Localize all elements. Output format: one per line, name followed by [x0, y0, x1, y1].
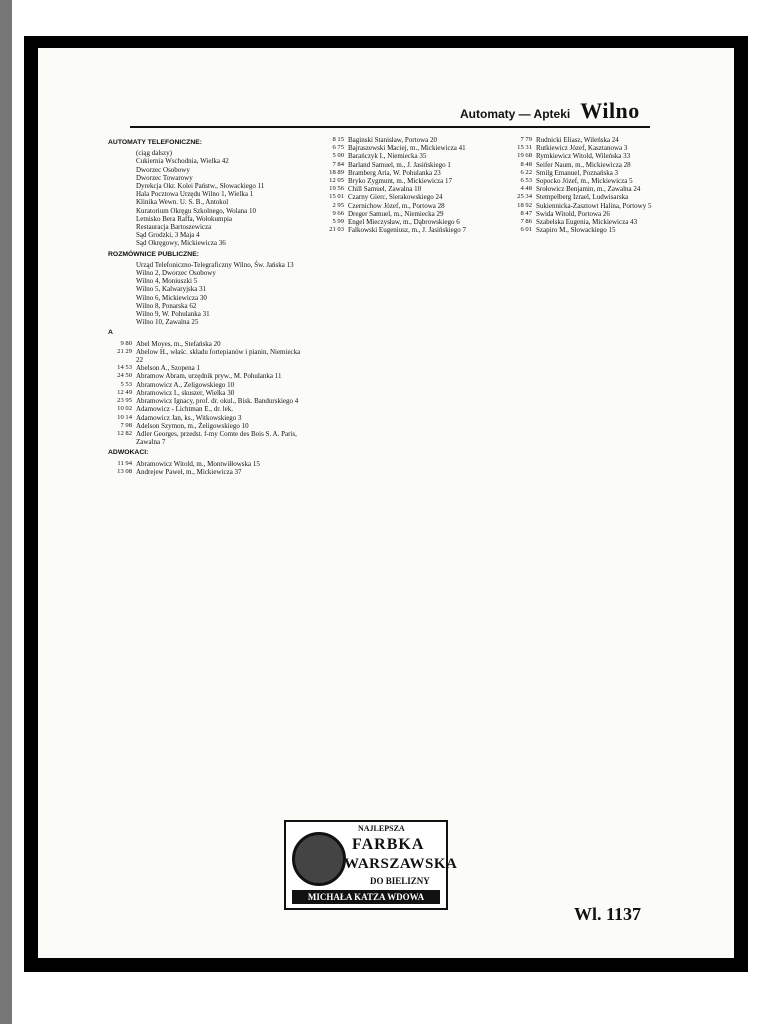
phone-number: 5 99	[332, 218, 344, 226]
phone-number	[108, 269, 132, 277]
entry-text: Wilno 8, Ponarska 62	[136, 301, 197, 310]
list-item	[108, 389, 308, 397]
entry-text: Wilno 2, Dworzec Osobowy	[136, 269, 216, 278]
entry-text: Wilno 5, Kalwaryjska 31	[136, 285, 207, 294]
phone-number: 12 82	[117, 429, 132, 437]
list-item	[108, 397, 308, 405]
list-item	[320, 152, 510, 160]
entry-text: Bramberg Aria, W. Pohulanka 23	[348, 168, 441, 177]
ad-line: FARBKA	[352, 836, 425, 853]
entry-text: Dreger Samuel, m., Niemiecka 29	[348, 209, 444, 218]
list-item	[108, 190, 308, 198]
list-item	[508, 144, 672, 152]
list-item	[108, 269, 308, 277]
phone-number	[108, 198, 132, 206]
entry-text: Srołowicz Benjamin, m., Zawalna 24	[536, 185, 641, 194]
list-item	[108, 239, 308, 247]
entry-text: Adelson Szymon, m., Żeligowskiego 10	[136, 421, 249, 430]
phone-number: 8 15	[332, 136, 344, 143]
scan-edge-strip	[0, 0, 12, 1024]
product-tin-icon	[292, 832, 346, 886]
header-section-title: Automaty — Apteki	[460, 107, 571, 121]
phone-number: 18 89	[329, 168, 344, 176]
phone-number: 8 47	[520, 209, 532, 217]
list-item	[320, 226, 510, 234]
phone-number: 9 66	[332, 209, 344, 217]
list-item	[508, 152, 672, 160]
entry-text: Szapiro M., Słowackiego 15	[536, 226, 616, 235]
list-item	[108, 231, 308, 239]
scan-border-bottom	[24, 958, 748, 972]
section-heading: A	[108, 329, 113, 337]
entry-text: Baginski Stanisław, Portowa 20	[348, 136, 437, 144]
list-item	[108, 310, 308, 318]
list-item	[320, 136, 510, 144]
list-item	[508, 218, 672, 226]
list-item	[108, 422, 308, 430]
directory-column-1	[108, 136, 308, 476]
header-rule	[130, 126, 650, 128]
phone-number: 9 80	[120, 339, 132, 347]
phone-number: 21 29	[117, 347, 132, 355]
phone-number: 24 50	[117, 372, 132, 380]
phone-number: 7 79	[520, 136, 532, 143]
ad-line: DO BIELIZNY	[370, 876, 430, 886]
list-item	[508, 193, 672, 201]
list-item	[320, 185, 510, 193]
scan-border-top	[24, 36, 748, 48]
phone-number: 15 31	[517, 144, 532, 152]
list-item	[108, 302, 308, 310]
entry-text: Barańczyk I., Niemiecka 35	[348, 152, 427, 161]
entry-text: Seifer Naum, m., Mickiewicza 28	[536, 160, 631, 169]
list-item	[320, 218, 510, 226]
section-heading: AUTOMATY TELEFONICZNE:	[108, 139, 203, 146]
phone-number: 2 95	[332, 201, 344, 209]
phone-number: 12 49	[117, 388, 132, 396]
section-heading: ADWOKACI:	[108, 449, 149, 457]
entry-text: Abramow Abram, urzędnik pryw., M. Pohulanka 11	[136, 372, 282, 381]
phone-number	[108, 149, 132, 157]
entry-text: Adamowicz Jan, ks., Witkowskiego 3	[136, 413, 242, 422]
phone-number: 18 92	[517, 201, 532, 209]
entry-list	[108, 149, 308, 247]
entry-text: Abramowicz I., skuszer, Wielka 30	[136, 388, 235, 397]
list-item	[508, 210, 672, 218]
entry-list	[108, 460, 308, 476]
phone-number	[108, 166, 132, 174]
list-item	[108, 414, 308, 422]
entry-text: Sukiennicka-Zasztowt Halina, Portowy 5	[536, 201, 652, 210]
list-item	[108, 468, 308, 476]
section-heading: ROZMÓWNICE PUBLICZNE:	[108, 250, 199, 258]
list-item	[108, 174, 308, 182]
list-item	[320, 144, 510, 152]
phone-number	[108, 215, 132, 223]
phone-number	[108, 302, 132, 310]
entry-text: Letnisko Bera Raffa, Wołokumpia	[136, 214, 232, 223]
entry-text: Dworzec Osobowy	[136, 165, 190, 174]
directory-column-2	[320, 136, 510, 234]
entry-text: Chill Samuel, Zawalna 10	[348, 185, 422, 194]
entry-text: Szabelska Eugenia, Mickiewicza 43	[536, 218, 638, 227]
list-item	[320, 177, 510, 185]
phone-number: 8 48	[520, 160, 532, 168]
entry-text: Czernichow Józef, m., Portowa 28	[348, 201, 445, 210]
entry-text: Abelson A., Szopena 1	[136, 364, 200, 373]
phone-number: 5 00	[332, 152, 344, 160]
phone-number: 7 84	[332, 160, 344, 168]
entry-list	[508, 136, 672, 234]
entry-text: Sąd Okręgowy, Mickiewicza 36	[136, 239, 226, 248]
phone-number: 14 53	[117, 364, 132, 372]
list-item	[108, 364, 308, 372]
phone-number	[108, 318, 132, 326]
list-item	[108, 430, 308, 446]
phone-number: 7 98	[120, 421, 132, 429]
entry-text: Smilg Emanuel, Poznańska 3	[536, 168, 619, 177]
advertisement-box	[284, 820, 458, 910]
entry-text: Wilno 10, Zawalna 25	[136, 318, 199, 327]
entry-text: Wilno 6, Mickiewicza 30	[136, 293, 207, 302]
list-item	[508, 226, 672, 234]
entry-text: Abramowicz A., Zeligowskiego 10	[136, 380, 235, 389]
list-item	[320, 202, 510, 210]
list-item	[508, 202, 672, 210]
phone-number	[108, 157, 132, 165]
phone-number	[108, 277, 132, 285]
list-item	[108, 372, 308, 380]
entry-text: Hala Pocztowa Urzędu Wilno 1, Wielka 1	[136, 190, 254, 199]
entry-text: Dworzec Towarowy	[136, 173, 193, 182]
page-folio: Wl. 1137	[574, 904, 642, 924]
list-item	[108, 460, 308, 468]
header-city: Wilno	[580, 98, 640, 123]
entry-text: Swida Witold, Portowa 26	[536, 209, 610, 218]
phone-number	[108, 239, 132, 247]
list-item	[508, 177, 672, 185]
entry-text: Barland Samuel, m., J. Jasińskiego 1	[348, 160, 451, 169]
phone-number: 6 22	[520, 168, 532, 176]
entry-text: Andrejew Paweł, m., Mickiewicza 37	[136, 467, 242, 476]
phone-number: 23 95	[117, 397, 132, 405]
list-item	[108, 318, 308, 326]
phone-number: 10 14	[117, 413, 132, 421]
list-item	[508, 136, 672, 144]
entry-list	[108, 340, 308, 447]
entry-text: Abramowicz Witold, m., Montwiłłowska 15	[136, 459, 260, 468]
list-item	[108, 215, 308, 223]
directory-column-3	[508, 136, 672, 234]
entry-list	[320, 136, 510, 234]
phone-number: 6 01	[520, 226, 532, 234]
entry-text: Urząd Telefoniczno-Telegraficzny Wilno, Św. Jańska 13	[136, 260, 294, 269]
scan-border-right	[734, 36, 748, 966]
scan-border-left	[24, 36, 38, 966]
phone-number: 10 02	[117, 405, 132, 413]
entry-text: Bajraszewski Maciej, m., Mickiewicza 41	[348, 144, 466, 153]
phone-number	[108, 182, 132, 190]
ad-line: NAJLEPSZA	[358, 824, 405, 833]
entry-text: Rudnicki Eliasz, Wileńska 24	[536, 136, 619, 144]
list-item	[108, 405, 308, 413]
entry-text: (ciąg dalszy)	[136, 149, 172, 158]
list-item	[320, 210, 510, 218]
phone-number	[108, 294, 132, 302]
phone-number: 25 34	[517, 193, 532, 201]
entry-text: Sąd Grodzki, 3 Maja 4	[136, 231, 200, 240]
entry-text: Sopocko Józef, m., Mickiewicza 5	[536, 177, 633, 186]
ad-footer: MICHAŁA KATZA WDOWA	[292, 890, 440, 904]
entry-text: Klinika Wewn. U. S. B., Antokol	[136, 198, 229, 207]
list-item	[108, 261, 308, 269]
list-item	[108, 223, 308, 231]
entry-text: Abramowicz Ignacy, prof. dr. okul., Bisk. Bandurskiego 4	[136, 397, 299, 406]
list-item	[108, 198, 308, 206]
list-item	[108, 340, 308, 348]
entry-text: Cukiernia Wschodnia, Wielka 42	[136, 157, 229, 166]
list-item	[108, 207, 308, 215]
entry-text: Dyrekcja Okr. Kolei Państw., Słowackiego 11	[136, 182, 265, 191]
entry-text: Rutkiewicz Józef, Kasztanowa 3	[536, 144, 628, 153]
phone-number: 15 01	[329, 193, 344, 201]
list-item	[108, 348, 308, 364]
list-item	[320, 161, 510, 169]
entry-text: Restauracja Bartoszewicza	[136, 223, 212, 232]
entry-text: Kuratorium Okręgu Szkolnego, Wolana 10	[136, 206, 257, 215]
entry-list	[108, 261, 308, 327]
list-item	[108, 285, 308, 293]
list-item	[108, 157, 308, 165]
phone-number: 12 05	[329, 177, 344, 185]
list-item	[108, 381, 308, 389]
list-item	[108, 182, 308, 190]
phone-number	[108, 231, 132, 239]
entry-text: Stempelberg Izrael, Ludwisarska	[536, 193, 629, 202]
phone-number: 11 94	[117, 459, 132, 467]
page-header	[460, 98, 640, 124]
phone-number: 5 53	[120, 380, 132, 388]
entry-text: Rymkiewicz Witold, Wileńska 33	[536, 152, 631, 161]
phone-number: 7 86	[520, 218, 532, 226]
list-item	[508, 161, 672, 169]
entry-text: Wilno 9, W. Pohulanka 31	[136, 310, 210, 319]
phone-number	[108, 285, 132, 293]
phone-number: 6 75	[332, 144, 344, 152]
phone-number	[108, 223, 132, 231]
entry-text: Adamowicz - Lichtman E., dr. lek.	[136, 405, 233, 414]
entry-text: Abelow H., właśc. składu fortepianów i pianin, Niemiecka 22	[136, 347, 301, 365]
phone-number	[108, 174, 132, 182]
phone-number	[108, 261, 132, 269]
entry-text: Abel Moyes, m., Stefańska 20	[136, 339, 221, 348]
phone-number: 19 68	[517, 152, 532, 160]
list-item	[108, 277, 308, 285]
entry-text: Engel Mieczysław, m., Dąbrowskiego 6	[348, 218, 460, 227]
phone-number: 4 48	[520, 185, 532, 193]
list-item	[108, 294, 308, 302]
phone-number	[108, 207, 132, 215]
list-item	[508, 185, 672, 193]
list-item	[320, 169, 510, 177]
entry-text: Czarny Gierc, Sierakowskiego 24	[348, 193, 443, 202]
list-item	[508, 169, 672, 177]
phone-number	[108, 190, 132, 198]
entry-text: Falkowski Eugeniusz, m., J. Jasińskiego 7	[348, 226, 467, 235]
entry-text: Adler Georges, przedst. f-my Comte des Bois S. A. Paris, Zawalna 7	[136, 429, 297, 447]
entry-text: Wilno 4, Moniuszki 5	[136, 277, 198, 286]
ad-line: WARSZAWSKA	[344, 856, 458, 872]
entry-text: Bryko Zygmunt, m., Mickiewicza 17	[348, 177, 453, 186]
phone-number: 6 53	[520, 177, 532, 185]
phone-number: 19 56	[329, 185, 344, 193]
phone-number: 21 03	[329, 226, 344, 234]
list-item	[108, 166, 308, 174]
phone-number	[108, 310, 132, 318]
list-item	[108, 149, 308, 157]
phone-number: 13 08	[117, 467, 132, 475]
list-item	[320, 193, 510, 201]
